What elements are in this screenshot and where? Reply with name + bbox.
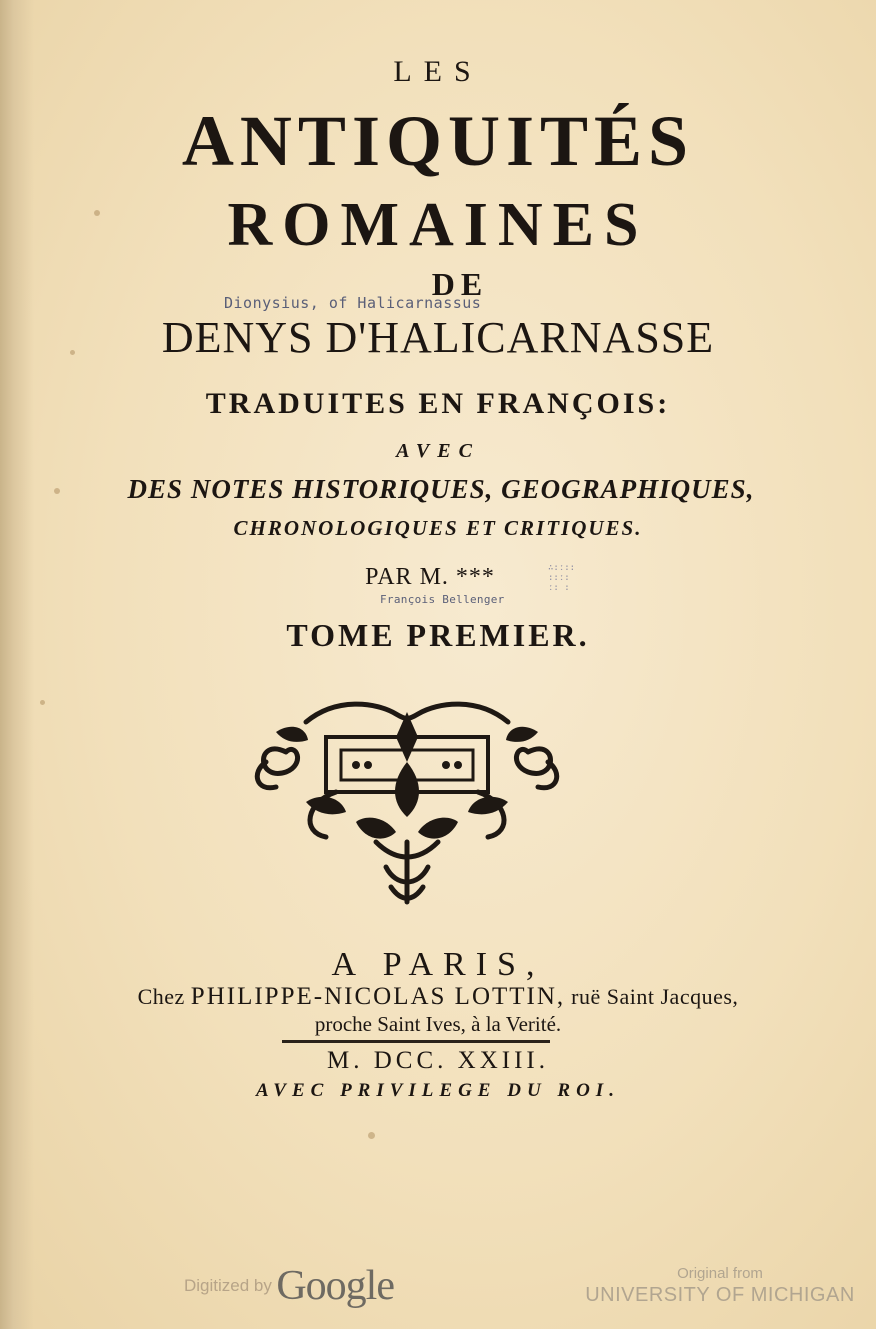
imprint-city: A PARIS,: [331, 946, 545, 983]
subtitle-chrono: CHRONOLOGIQUES ET CRITIQUES.: [233, 516, 643, 540]
handwritten-translator-note: François Bellenger: [380, 593, 505, 606]
foxing-spot: [40, 700, 45, 705]
divider-rule: [282, 1040, 550, 1043]
title-de: DE: [431, 266, 489, 302]
title-les: LES: [393, 55, 483, 88]
publisher-name: PHILIPPE-NICOLAS LOTTIN,: [190, 983, 566, 1010]
printers-ornament: [246, 692, 568, 910]
title-antiquites: ANTIQUITÉS: [181, 101, 695, 181]
handwritten-author-note: Dionysius, of Halicarnassus: [224, 294, 482, 312]
imprint-year: M. DCC. XXIII.: [327, 1047, 549, 1074]
google-logo: Google: [276, 1263, 394, 1309]
library-stamp: ∴:ː:: ::ː: ː: :: [548, 563, 576, 593]
subtitle-avec: AVEC: [396, 440, 480, 462]
original-from-label: Original from: [677, 1265, 763, 1282]
digitized-label: Digitized by: [184, 1276, 272, 1295]
original-from-watermark: [580, 1265, 860, 1307]
author-par: PAR M. ***: [365, 564, 495, 590]
foxing-spot: [368, 1132, 375, 1139]
volume-label: TOME PREMIER.: [286, 617, 590, 653]
publisher-street: ruë Saint Jacques,: [571, 984, 739, 1009]
publisher-prefix: Chez: [137, 984, 185, 1009]
imprint-address: proche Saint Ives, à la Verité.: [314, 1012, 562, 1036]
subtitle-notes: DES NOTES HISTORIQUES, GEOGRAPHIQUES,: [127, 474, 755, 504]
subtitle-translated: TRADUITES EN FRANÇOIS:: [205, 387, 671, 420]
digitized-by-watermark: [184, 1262, 394, 1310]
imprint-publisher: [0, 983, 876, 1011]
title-romaines: ROMAINES: [227, 191, 649, 259]
imprint-privilege: AVEC PRIVILEGE DU ROI.: [256, 1080, 620, 1101]
university-label: UNIVERSITY OF MICHIGAN: [585, 1284, 855, 1306]
title-author: DENYS D'HALICARNASSE: [161, 313, 715, 362]
